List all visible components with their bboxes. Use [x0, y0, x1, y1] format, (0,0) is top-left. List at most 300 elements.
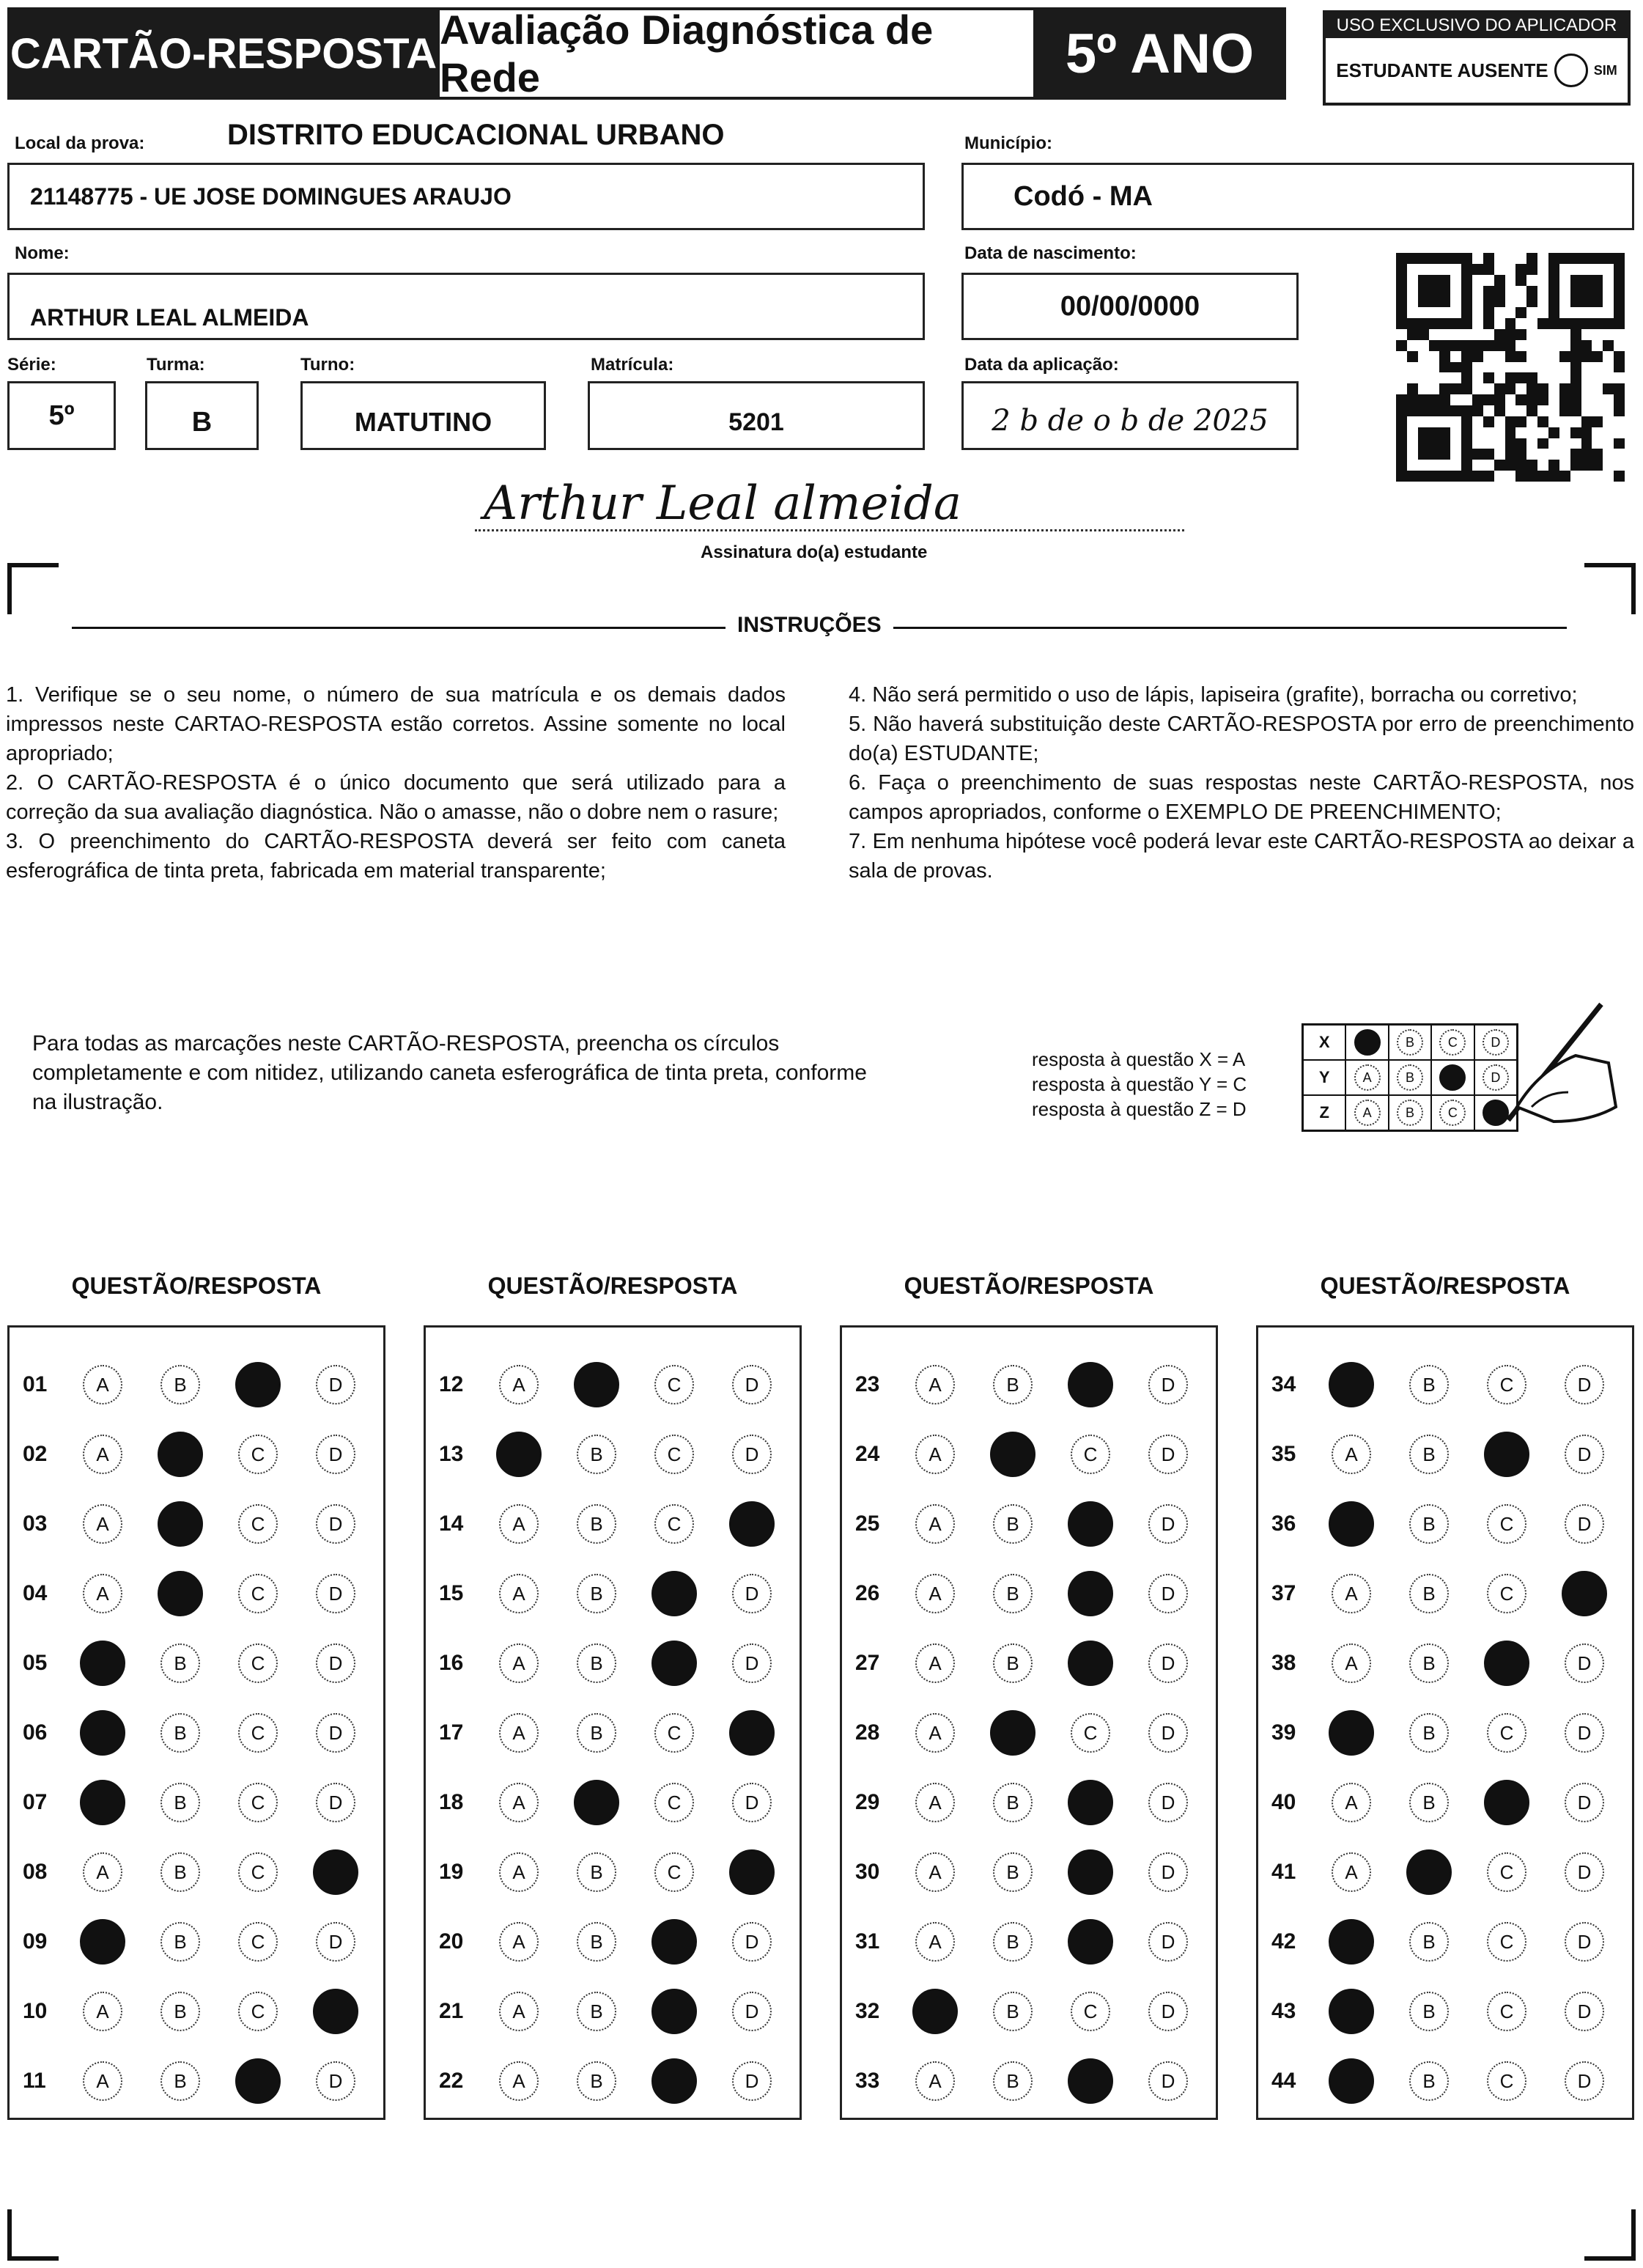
option-bubble-b[interactable]: B	[993, 1504, 1033, 1544]
option-bubble-d[interactable]: D	[316, 1504, 355, 1544]
option-bubble-c[interactable]: C	[238, 1435, 278, 1474]
question-number: 39	[1271, 1720, 1296, 1745]
option-bubble-b[interactable]: B	[1409, 1713, 1449, 1753]
example-row-label: Y	[1304, 1061, 1346, 1094]
question-row-32	[842, 1989, 1226, 2033]
question-row-06	[10, 1711, 394, 1755]
question-row-14	[426, 1502, 810, 1546]
column-title: QUESTÃO/RESPOSTA	[1320, 1273, 1570, 1299]
option-bubble-a[interactable]: A	[499, 1504, 539, 1544]
question-number: 30	[855, 1860, 880, 1884]
option-bubble-c-filled[interactable]	[235, 1362, 281, 1407]
instruction-item: 7. Em nenhuma hipótese você poderá levar este CARTÃO-RESPOSTA ao deixar a sala de provas.	[849, 830, 1634, 883]
option-bubble-c-filled[interactable]	[1484, 1432, 1529, 1477]
option-bubble-a-filled[interactable]	[1329, 2058, 1374, 2104]
option-bubble-b[interactable]: B	[1409, 1992, 1449, 2031]
absent-bubble[interactable]	[1554, 54, 1588, 87]
option-bubble-b[interactable]: B	[1409, 1574, 1449, 1613]
option-bubble-c[interactable]: C	[1487, 1992, 1526, 2031]
question-number: 42	[1271, 1929, 1296, 1954]
option-bubble-d[interactable]: D	[1565, 1365, 1604, 1404]
question-row-28	[842, 1711, 1226, 1755]
option-bubble-c[interactable]: C	[1487, 2061, 1526, 2101]
question-number: 26	[855, 1581, 880, 1605]
option-bubble-b-filled[interactable]	[158, 1571, 203, 1616]
option-bubble-c-filled[interactable]	[235, 2058, 281, 2104]
option-bubble-c-filled[interactable]	[651, 2058, 697, 2104]
option-bubble-a[interactable]: A	[915, 1435, 955, 1474]
option-bubble-c[interactable]: C	[238, 1643, 278, 1683]
option-bubble-b[interactable]: B	[160, 1643, 200, 1683]
option-bubble-a[interactable]: A	[83, 1504, 122, 1544]
example-bubble	[1439, 1064, 1466, 1091]
option-bubble-c[interactable]: C	[238, 1713, 278, 1753]
option-bubble-c[interactable]: C	[1487, 1574, 1526, 1613]
option-bubble-d[interactable]: D	[1565, 1783, 1604, 1822]
question-row-03	[10, 1502, 394, 1546]
example-bubble: B	[1397, 1100, 1423, 1126]
serie-label: Série:	[7, 355, 56, 375]
question-row-23	[842, 1363, 1226, 1407]
option-bubble-d[interactable]: D	[316, 1643, 355, 1683]
question-row-10	[10, 1989, 394, 2033]
example-bubble	[1354, 1029, 1381, 1056]
question-row-21	[426, 1989, 810, 2033]
option-bubble-a-filled[interactable]	[496, 1432, 542, 1477]
signature-caption: Assinatura do(a) estudante	[701, 542, 928, 562]
option-bubble-c[interactable]: C	[238, 1852, 278, 1892]
option-bubble-b[interactable]: B	[1409, 1922, 1449, 1962]
option-bubble-b[interactable]: B	[1409, 1435, 1449, 1474]
option-bubble-a[interactable]: A	[915, 1713, 955, 1753]
option-bubble-d[interactable]: D	[732, 2061, 772, 2101]
option-bubble-c[interactable]: C	[654, 1504, 694, 1544]
option-bubble-d[interactable]: D	[1148, 1365, 1188, 1404]
option-bubble-a-filled[interactable]	[1329, 1710, 1374, 1756]
option-bubble-b[interactable]: B	[993, 1365, 1033, 1404]
question-number: 08	[23, 1860, 48, 1884]
option-bubble-a-filled[interactable]	[80, 1710, 125, 1756]
instruction-item: 5. Não haverá substituição deste CARTÃO-RESPOSTA por erro de preenchimento do(a) ESTUDANTE;	[849, 713, 1634, 765]
option-bubble-a[interactable]: A	[1332, 1435, 1371, 1474]
question-number: 43	[1271, 1999, 1296, 2023]
example-bubble: C	[1439, 1029, 1466, 1056]
option-bubble-a[interactable]: A	[499, 1992, 539, 2031]
option-bubble-c-filled[interactable]	[651, 1989, 697, 2034]
option-bubble-a[interactable]: A	[1332, 1783, 1371, 1822]
option-bubble-d-filled[interactable]	[313, 1989, 358, 2034]
option-bubble-b[interactable]: B	[993, 1992, 1033, 2031]
option-bubble-d[interactable]: D	[1565, 1922, 1604, 1962]
option-bubble-c-filled[interactable]	[1068, 1501, 1113, 1547]
question-row-24	[842, 1432, 1226, 1476]
option-bubble-c-filled[interactable]	[1068, 1641, 1113, 1686]
option-bubble-c[interactable]: C	[1071, 1713, 1110, 1753]
option-bubble-c-filled[interactable]	[1068, 1780, 1113, 1825]
option-bubble-a[interactable]: A	[499, 1713, 539, 1753]
question-row-15	[426, 1572, 810, 1616]
option-bubble-b[interactable]: B	[160, 1992, 200, 2031]
option-bubble-c[interactable]: C	[238, 1504, 278, 1544]
example-cell	[1389, 1026, 1432, 1059]
option-bubble-b[interactable]: B	[993, 1852, 1033, 1892]
option-bubble-c[interactable]: C	[654, 1713, 694, 1753]
question-number: 35	[1271, 1442, 1296, 1466]
question-number: 28	[855, 1720, 880, 1745]
option-bubble-a[interactable]: A	[499, 1922, 539, 1962]
question-number: 04	[23, 1581, 48, 1605]
example-bubble: D	[1483, 1029, 1509, 1056]
question-row-31	[842, 1920, 1226, 1964]
option-bubble-d[interactable]: D	[732, 1783, 772, 1822]
option-bubble-a[interactable]: A	[83, 2061, 122, 2101]
question-number: 05	[23, 1651, 48, 1675]
example-bubble: B	[1397, 1029, 1423, 1056]
option-bubble-b-filled[interactable]	[574, 1362, 619, 1407]
pen-hand-icon	[1473, 997, 1620, 1144]
corner-mark-bottom-right	[1584, 2209, 1636, 2261]
option-bubble-b-filled[interactable]	[574, 1780, 619, 1825]
question-number: 21	[439, 1999, 464, 2023]
option-bubble-d[interactable]: D	[732, 1992, 772, 2031]
option-bubble-d[interactable]: D	[1565, 1852, 1604, 1892]
turma-label: Turma:	[147, 355, 205, 375]
option-bubble-a-filled[interactable]	[80, 1641, 125, 1686]
qr-code	[1396, 253, 1625, 482]
option-bubble-c-filled[interactable]	[651, 1919, 697, 1965]
option-bubble-b[interactable]: B	[993, 1783, 1033, 1822]
question-row-07	[10, 1781, 394, 1825]
option-bubble-a[interactable]: A	[83, 1435, 122, 1474]
option-bubble-c[interactable]: C	[238, 1783, 278, 1822]
example-bubble: A	[1354, 1064, 1381, 1091]
option-bubble-b[interactable]: B	[993, 1643, 1033, 1683]
question-number: 23	[855, 1372, 880, 1396]
option-bubble-a-filled[interactable]	[1329, 1989, 1374, 2034]
option-bubble-d-filled[interactable]	[729, 1501, 775, 1547]
option-bubble-b-filled[interactable]	[158, 1432, 203, 1477]
aplicacao-field[interactable]: 2 b de o b de 2025	[961, 381, 1299, 450]
option-bubble-c[interactable]: C	[1487, 1713, 1526, 1753]
option-bubble-d[interactable]: D	[1148, 1992, 1188, 2031]
option-bubble-a[interactable]: A	[499, 1852, 539, 1892]
option-bubble-c[interactable]: C	[1487, 1852, 1526, 1892]
option-bubble-a[interactable]: A	[915, 1852, 955, 1892]
grade-title: 5º ANO	[1033, 7, 1286, 100]
aplicacao-label: Data da aplicação:	[964, 355, 1119, 375]
option-bubble-d[interactable]: D	[1148, 2061, 1188, 2101]
question-number: 33	[855, 2069, 880, 2093]
example-bubble: B	[1397, 1064, 1423, 1091]
option-bubble-b-filled[interactable]	[990, 1432, 1035, 1477]
option-bubble-c[interactable]: C	[1487, 1365, 1526, 1404]
option-bubble-d[interactable]: D	[1148, 1504, 1188, 1544]
option-bubble-d[interactable]: D	[1148, 1435, 1188, 1474]
option-bubble-b[interactable]: B	[1409, 2061, 1449, 2101]
option-bubble-b[interactable]: B	[577, 1643, 616, 1683]
option-bubble-c-filled[interactable]	[1484, 1780, 1529, 1825]
option-bubble-a[interactable]: A	[915, 1504, 955, 1544]
corner-mark-bottom-left	[7, 2209, 59, 2261]
turno-field[interactable]: MATUTINO	[300, 381, 546, 450]
option-bubble-a[interactable]: A	[83, 1852, 122, 1892]
option-bubble-a[interactable]: A	[499, 1365, 539, 1404]
instruction-item: 3. O preenchimento do CARTÃO-RESPOSTA deverá ser feito com caneta esferográfica de tinta preta, fabricada em material transparente;	[6, 830, 786, 883]
option-bubble-c[interactable]: C	[238, 1574, 278, 1613]
option-bubble-a-filled[interactable]	[80, 1919, 125, 1965]
question-row-05	[10, 1641, 394, 1685]
question-number: 40	[1271, 1790, 1296, 1814]
absent-option: SIM	[1593, 62, 1617, 78]
option-bubble-b-filled[interactable]	[158, 1501, 203, 1547]
option-bubble-d[interactable]: D	[316, 1435, 355, 1474]
option-bubble-a[interactable]: A	[499, 1574, 539, 1613]
option-bubble-d-filled[interactable]	[729, 1710, 775, 1756]
option-bubble-c[interactable]: C	[654, 1365, 694, 1404]
option-bubble-d[interactable]: D	[1565, 1504, 1604, 1544]
question-row-16	[426, 1641, 810, 1685]
card-title: CARTÃO-RESPOSTA	[7, 7, 440, 100]
question-row-39	[1258, 1711, 1642, 1755]
question-row-30	[842, 1850, 1226, 1894]
option-bubble-c-filled[interactable]	[1484, 1641, 1529, 1686]
option-bubble-b[interactable]: B	[577, 1574, 616, 1613]
option-bubble-b[interactable]: B	[160, 1365, 200, 1404]
legend-line: resposta à questão X = A	[1032, 1048, 1246, 1070]
option-bubble-d-filled[interactable]	[1562, 1571, 1607, 1616]
question-row-08	[10, 1850, 394, 1894]
example-cell	[1432, 1061, 1474, 1094]
option-bubble-a-filled[interactable]	[1329, 1362, 1374, 1407]
option-bubble-a[interactable]: A	[83, 1992, 122, 2031]
option-bubble-b[interactable]: B	[160, 1783, 200, 1822]
question-number: 19	[439, 1860, 464, 1884]
question-row-44	[1258, 2059, 1642, 2103]
question-number: 13	[439, 1442, 464, 1466]
option-bubble-b[interactable]: B	[160, 2061, 200, 2101]
example-bubble: C	[1439, 1100, 1466, 1126]
option-bubble-d[interactable]: D	[316, 1922, 355, 1962]
municipio-field[interactable]: Codó - MA	[961, 163, 1634, 230]
option-bubble-b[interactable]: B	[577, 1922, 616, 1962]
option-bubble-d[interactable]: D	[1565, 2061, 1604, 2101]
option-bubble-d[interactable]: D	[1148, 1922, 1188, 1962]
exam-title: Avaliação Diagnóstica de Rede	[437, 7, 1036, 100]
option-bubble-b[interactable]: B	[160, 1713, 200, 1753]
option-bubble-a[interactable]: A	[499, 2061, 539, 2101]
option-bubble-b-filled[interactable]	[1406, 1849, 1452, 1895]
option-bubble-d[interactable]: D	[1148, 1643, 1188, 1683]
option-bubble-d-filled[interactable]	[729, 1849, 775, 1895]
question-row-02	[10, 1432, 394, 1476]
question-row-33	[842, 2059, 1226, 2103]
column-title: QUESTÃO/RESPOSTA	[487, 1273, 738, 1299]
option-bubble-c[interactable]: C	[1071, 1992, 1110, 2031]
question-row-13	[426, 1432, 810, 1476]
option-bubble-d[interactable]: D	[732, 1365, 772, 1404]
instruction-item: 4. Não será permitido o uso de lápis, lapiseira (grafite), borracha ou corretivo;	[849, 683, 1578, 707]
option-bubble-d[interactable]: D	[732, 1574, 772, 1613]
option-bubble-d[interactable]: D	[1565, 1435, 1604, 1474]
option-bubble-b[interactable]: B	[160, 1922, 200, 1962]
option-bubble-d[interactable]: D	[1148, 1852, 1188, 1892]
option-bubble-d[interactable]: D	[316, 1783, 355, 1822]
option-bubble-b[interactable]: B	[1409, 1783, 1449, 1822]
option-bubble-b[interactable]: B	[577, 1435, 616, 1474]
option-bubble-c-filled[interactable]	[651, 1571, 697, 1616]
option-bubble-a[interactable]: A	[1332, 1574, 1371, 1613]
example-cell	[1432, 1096, 1474, 1130]
example-text: Para todas as marcações neste CARTÃO-RESPOSTA, preencha os círculos completamente e com nitidez, utilizando caneta esferográfica de tinta preta, conforme na ilustração.	[32, 1031, 867, 1114]
local-field[interactable]: 21148775 - UE JOSE DOMINGUES ARAUJO	[7, 163, 925, 230]
instruction-item: 1. Verifique se o seu nome, o número de sua matrícula e os demais dados impressos neste CARTAO-RESPOSTA estão corretos. Assine somente no local apropriado;	[6, 683, 786, 765]
option-bubble-a-filled[interactable]	[80, 1780, 125, 1825]
example-cell	[1432, 1026, 1474, 1059]
option-bubble-a[interactable]: A	[499, 1643, 539, 1683]
option-bubble-b[interactable]: B	[1409, 1504, 1449, 1544]
question-number: 22	[439, 2069, 464, 2093]
question-row-09	[10, 1920, 394, 1964]
example-cell	[1389, 1061, 1432, 1094]
matricula-label: Matrícula:	[591, 355, 674, 375]
question-number: 16	[439, 1651, 464, 1675]
question-row-27	[842, 1641, 1226, 1685]
question-number: 24	[855, 1442, 880, 1466]
option-bubble-d[interactable]: D	[1565, 1713, 1604, 1753]
question-row-36	[1258, 1502, 1642, 1546]
option-bubble-c-filled[interactable]	[1068, 1919, 1113, 1965]
question-row-26	[842, 1572, 1226, 1616]
question-row-12	[426, 1363, 810, 1407]
question-row-04	[10, 1572, 394, 1616]
question-number: 12	[439, 1372, 464, 1396]
option-bubble-a[interactable]: A	[1332, 1852, 1371, 1892]
option-bubble-b[interactable]: B	[577, 2061, 616, 2101]
option-bubble-d[interactable]: D	[316, 1574, 355, 1613]
example-bubble: A	[1354, 1100, 1381, 1126]
option-bubble-a-filled[interactable]	[1329, 1501, 1374, 1547]
option-bubble-d[interactable]: D	[316, 1713, 355, 1753]
option-bubble-a[interactable]: A	[499, 1783, 539, 1822]
applicator-box	[1323, 10, 1631, 106]
question-row-35	[1258, 1432, 1642, 1476]
answer-column-1	[7, 1325, 385, 2120]
option-bubble-b[interactable]: B	[1409, 1643, 1449, 1683]
question-number: 41	[1271, 1860, 1296, 1884]
question-row-18	[426, 1781, 810, 1825]
option-bubble-c-filled[interactable]	[1068, 1362, 1113, 1407]
option-bubble-c[interactable]: C	[1071, 1435, 1110, 1474]
question-number: 32	[855, 1999, 880, 2023]
question-row-22	[426, 2059, 810, 2103]
option-bubble-a[interactable]: A	[915, 1783, 955, 1822]
option-bubble-c[interactable]: C	[654, 1783, 694, 1822]
option-bubble-c-filled[interactable]	[1068, 1849, 1113, 1895]
option-bubble-b[interactable]: B	[993, 1922, 1033, 1962]
matricula-field[interactable]: 5201	[588, 381, 925, 450]
option-bubble-d[interactable]: D	[732, 1922, 772, 1962]
option-bubble-c-filled[interactable]	[651, 1641, 697, 1686]
option-bubble-d[interactable]: D	[316, 2061, 355, 2101]
option-bubble-b[interactable]: B	[1409, 1365, 1449, 1404]
option-bubble-d[interactable]: D	[732, 1643, 772, 1683]
option-bubble-d[interactable]: D	[1565, 1643, 1604, 1683]
option-bubble-b[interactable]: B	[993, 1574, 1033, 1613]
local-label: Local da prova:	[15, 133, 145, 153]
option-bubble-a[interactable]: A	[83, 1574, 122, 1613]
example-row-label: X	[1304, 1026, 1346, 1059]
example-legend	[1032, 1047, 1303, 1122]
turma-field[interactable]: B	[145, 381, 259, 450]
option-bubble-a[interactable]: A	[83, 1365, 122, 1404]
option-bubble-a[interactable]: A	[915, 2061, 955, 2101]
question-number: 27	[855, 1651, 880, 1675]
example-bubble: D	[1483, 1064, 1509, 1091]
nascimento-field[interactable]: 00/00/0000	[961, 273, 1299, 340]
option-bubble-a[interactable]: A	[915, 1643, 955, 1683]
question-number: 11	[23, 2069, 46, 2093]
option-bubble-a[interactable]: A	[915, 1574, 955, 1613]
question-row-34	[1258, 1363, 1642, 1407]
option-bubble-d-filled[interactable]	[313, 1849, 358, 1895]
example-cell	[1346, 1061, 1389, 1094]
option-bubble-a[interactable]: A	[915, 1922, 955, 1962]
question-number: 14	[439, 1512, 464, 1536]
answer-column-3	[840, 1325, 1218, 2120]
option-bubble-d[interactable]: D	[316, 1365, 355, 1404]
option-bubble-d[interactable]: D	[1148, 1713, 1188, 1753]
question-row-37	[1258, 1572, 1642, 1616]
option-bubble-b[interactable]: B	[577, 1992, 616, 2031]
option-bubble-c[interactable]: C	[1487, 1922, 1526, 1962]
option-bubble-c[interactable]: C	[1487, 1504, 1526, 1544]
option-bubble-a-filled[interactable]	[912, 1989, 958, 2034]
option-bubble-d[interactable]: D	[1148, 1574, 1188, 1613]
question-number: 01	[23, 1372, 48, 1396]
question-row-17	[426, 1711, 810, 1755]
option-bubble-c[interactable]: C	[238, 1992, 278, 2031]
option-bubble-c[interactable]: C	[238, 1922, 278, 1962]
option-bubble-c[interactable]: C	[654, 1852, 694, 1892]
option-bubble-d[interactable]: D	[1565, 1992, 1604, 2031]
option-bubble-d[interactable]: D	[732, 1435, 772, 1474]
option-bubble-b[interactable]: B	[160, 1852, 200, 1892]
option-bubble-b[interactable]: B	[993, 2061, 1033, 2101]
option-bubble-b-filled[interactable]	[990, 1710, 1035, 1756]
option-bubble-b[interactable]: B	[577, 1713, 616, 1753]
option-bubble-c[interactable]: C	[654, 1435, 694, 1474]
column-title: QUESTÃO/RESPOSTA	[904, 1273, 1154, 1299]
column-title: QUESTÃO/RESPOSTA	[71, 1273, 322, 1299]
question-row-29	[842, 1781, 1226, 1825]
question-number: 44	[1271, 2069, 1296, 2093]
option-bubble-a-filled[interactable]	[1329, 1919, 1374, 1965]
question-row-19	[426, 1850, 810, 1894]
example-cell	[1346, 1096, 1389, 1130]
option-bubble-d[interactable]: D	[1148, 1783, 1188, 1822]
instructions-title: INSTRUÇÕES	[725, 613, 893, 638]
serie-field[interactable]: 5º	[7, 381, 116, 450]
question-row-43	[1258, 1989, 1642, 2033]
option-bubble-a[interactable]: A	[1332, 1643, 1371, 1683]
option-bubble-c-filled[interactable]	[1068, 1571, 1113, 1616]
nome-field[interactable]: ARTHUR LEAL ALMEIDA	[7, 273, 925, 340]
question-number: 07	[23, 1790, 48, 1814]
option-bubble-a[interactable]: A	[915, 1365, 955, 1404]
option-bubble-c-filled[interactable]	[1068, 2058, 1113, 2104]
option-bubble-b[interactable]: B	[577, 1852, 616, 1892]
option-bubble-b[interactable]: B	[577, 1504, 616, 1544]
